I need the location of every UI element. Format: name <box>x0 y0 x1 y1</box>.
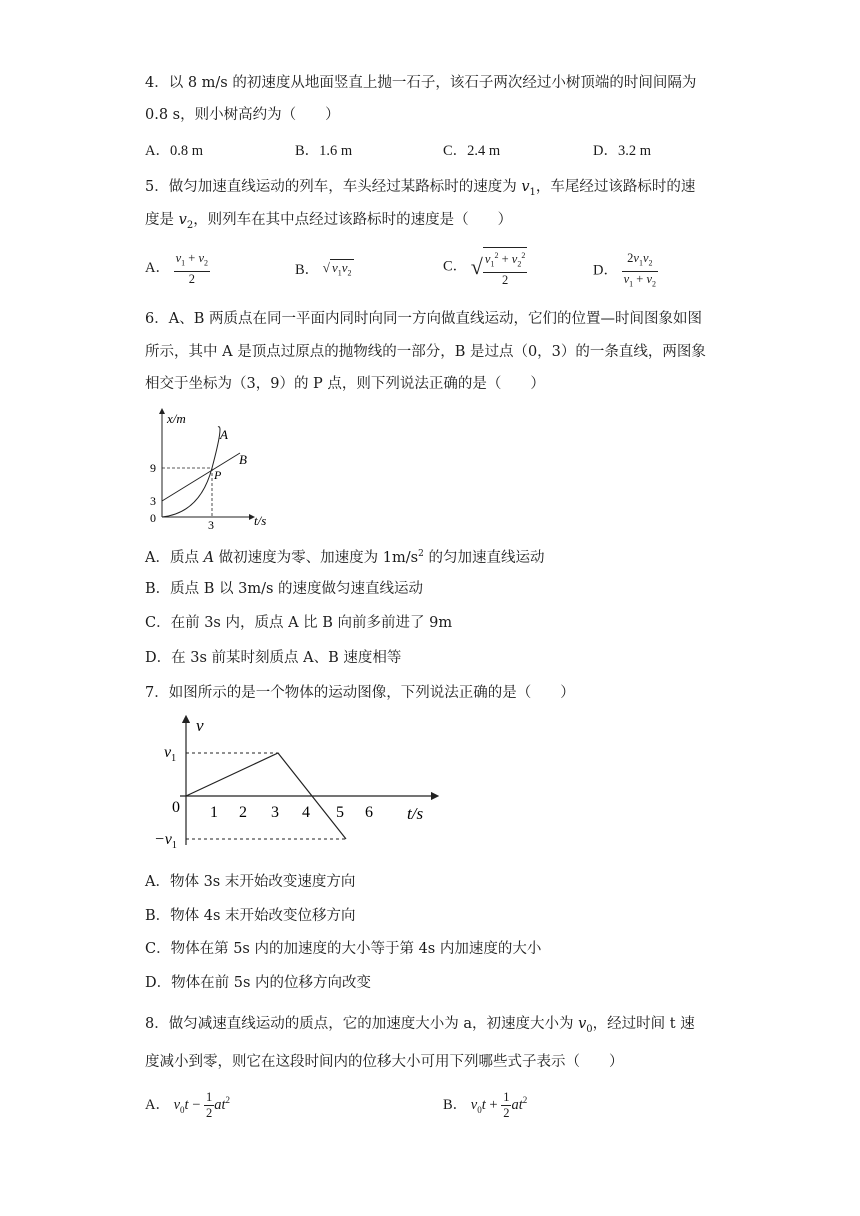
q4-option-a: A．0.8 m <box>145 143 203 159</box>
q5-formula-b: √ $v_1v_2$ <box>322 260 352 278</box>
q4-stem-line2: 0.8 s，则小树高约为（ ） <box>145 107 340 123</box>
q6-tick-x3: 3 <box>208 518 214 530</box>
q6-curve-a <box>162 427 220 517</box>
q7-origin: 0 <box>172 799 180 816</box>
q6-label-a: A <box>220 427 228 442</box>
q6-x-label: t/s <box>254 513 267 528</box>
q5-formula-a: $\frac{v_1 + v_2}{2}$ <box>175 251 209 286</box>
q7-tick-2: 2 <box>239 804 247 821</box>
q7-tick-5: 5 <box>336 804 344 821</box>
q7-tick-6: 6 <box>365 804 373 821</box>
q7-option-b: B．物体 4s 末开始改变位移方向 <box>145 908 356 924</box>
q7-neg-v1-label: $-v_1$ <box>154 831 177 851</box>
q7-option-a: A．物体 3s 末开始改变速度方向 <box>145 874 356 890</box>
q6-tick-0: 0 <box>150 511 156 525</box>
q8-stem-line1: 8．做匀减速直线运动的质点，它的加速度大小为 a，初速度大小为 $v_0$，经过时间 t 速 <box>145 1016 695 1035</box>
q4-option-c: C．2.4 m <box>443 143 501 159</box>
q5-option-a: A． $\frac{v_1 + v_2}{2}$ <box>145 251 209 286</box>
q8-option-b: B． $v_0t$ + $\frac{1}{2}$ $at^2$ <box>443 1090 528 1120</box>
q6-y-label: x/m <box>167 411 186 426</box>
q5-option-d: D． $\frac{2v_1v_2}{v_1 + v_2}$ <box>593 251 658 291</box>
q6-tick-3: 3 <box>150 494 156 508</box>
q4-option-b: B．1.6 m <box>295 143 353 159</box>
q6-option-b: B．质点 B 以 3m/s 的速度做匀速直线运动 <box>145 581 424 597</box>
q7-tick-4: 4 <box>302 804 310 821</box>
q6-stem-line1: 6．A、B 两质点在同一平面内同时向同一方向做直线运动，它们的位置—时间图象如图 <box>145 311 702 327</box>
q8-stem-line2: 度减小到零，则它在这段时间内的位移大小可用下列哪些式子表示（ ） <box>145 1054 624 1070</box>
q5-stem-line2: 度是 $v_2$，则列车在其中点经过该路标时的速度是（ ） <box>145 212 513 231</box>
q7-stem-line1: 7．如图所示的是一个物体的运动图像，下列说法正确的是（ ） <box>145 685 575 701</box>
q7-velocity-time-graph <box>150 713 450 853</box>
q5-option-b: B． √ $v_1v_2$ <box>295 258 354 284</box>
q6-option-a: A．质点 A 做初速度为零、加速度为 $1m/s^2$ 的匀加速直线运动 <box>145 549 545 566</box>
q5-formula-c: √ <box>470 254 483 280</box>
q5-option-c: C． √ $\frac{v_1^2 + v_2^2}{2}$ <box>443 247 527 288</box>
q6-label-b: B <box>239 452 247 467</box>
q6-option-c: C．在前 3s 内，质点 A 比 B 向前多前进了 9m <box>145 615 453 631</box>
q6-stem-line2: 所示，其中 A 是顶点过原点的抛物线的一部分，B 是过点（0，3）的一条直线，两图象 <box>145 344 706 360</box>
q6-tick-9: 9 <box>150 461 156 475</box>
q7-y-label: v <box>196 716 204 735</box>
q8-formula-b: $v_0t$ + $\frac{1}{2}$ $at^2$ <box>470 1090 528 1120</box>
q7-v1-label: $v_1$ <box>164 744 177 764</box>
q7-tick-3: 3 <box>271 804 279 821</box>
q7-x-label: t/s <box>407 804 424 823</box>
q6-option-d: D．在 3s 前某时刻质点 A、B 速度相等 <box>145 650 402 666</box>
q6-stem-line3: 相交于坐标为（3，9）的 P 点，则下列说法正确的是（ ） <box>145 376 545 392</box>
q5-formula-d: $\frac{2v_1v_2}{v_1 + v_2}$ <box>623 251 657 288</box>
q6-label-p: P <box>214 468 222 482</box>
q7-option-c: C．物体在第 5s 内的加速度的大小等于第 4s 内加速度的大小 <box>145 941 542 957</box>
q8-formula-a: $v_0t$ − $\frac{1}{2}$ $at^2$ <box>173 1090 231 1120</box>
q5-stem-line1: 5．做匀加速直线运动的列车，车头经过某路标时的速度为 $v_1$，车尾经过该路标时的速 <box>145 179 696 198</box>
q7-option-d: D．物体在前 5s 内的位移方向改变 <box>145 975 372 991</box>
q8-option-a: A． $v_0t$ − $\frac{1}{2}$ $at^2$ <box>145 1090 231 1120</box>
q4-option-d: D．3.2 m <box>593 143 651 159</box>
q7-tick-1: 1 <box>210 804 218 821</box>
q4-stem-line1: 4．以 8 m/s 的初速度从地面竖直上抛一石子，该石子两次经过小树顶端的时间间隔为 <box>145 75 697 91</box>
q6-position-time-graph <box>140 405 280 530</box>
